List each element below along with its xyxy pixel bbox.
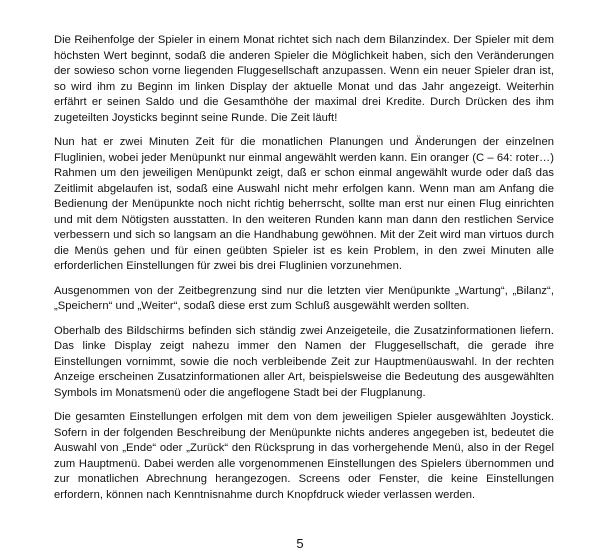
paragraph-time-limit: Nun hat er zwei Minuten Zeit für die monatlichen Planungen und Änderungen der einzelnen Fluglinien, wobei jeder Menüpunkt nur einmal angewählt werden kann. Ein oranger (C – 64: roter…) Rahmen um den jeweiligen Menüpunkt zeigt, daß er schon einmal angewählt wurde oder daß das Zeitlimit abgelaufen ist, sodaß eine Auswahl nicht mehr erfolgen kann. Wenn man am Anfang die Bedienung der Menüpunkte noch nicht richtig beherrscht, sollte man erst nur einen Flug einrichten und mit dem Nötigsten ausstatten. In den weiteren Runden kann man dann den restlichen Service verbessern und sich so langsam an die Handhabung gewöhnen. Mit der Zeit wird man virtuos durch die Menüs gehen und für einen geübten Spieler ist es kein Problem, in den zwei Minuten alle erforderlichen Einstellungen für zwei bis drei Fluglinien vorzunehmen. (54, 136, 554, 272)
paragraph-displays: Oberhalb des Bildschirms befinden sich ständig zwei Anzeigeteile, die Zusatzinformationen liefern. Das linke Display zeigt nahezu immer den Namen der Fluggesellschaft, die gerade ihre Einstellungen vornimmt, sowie die noch verbleibende Zeit zur Hauptmenüauswahl. In der rechten Anzeige erscheinen Zusatzinformationen aller Art, beispielsweise die Bedeutung des ausgewählten Symbols im Monatsmenü oder die angeflogene Stadt bei der Flugplanung. (54, 324, 554, 399)
paragraph-player-order: Die Reihenfolge der Spieler in einem Monat richtet sich nach dem Bilanzindex. Der Spieler mit dem höchsten Wert beginnt, sodaß die anderen Spieler die Möglichkeit haben, sich den Veränderungen der sowieso schon vorne liegenden Fluggesellschaft anzupassen. Wenn ein neuer Spieler dran ist, so wird ihm zu Beginn im linken Display der aktuelle Monat und das Jahr angezeigt. Weiterhin erfährt er seinen Saldo und die Gesamthöhe der maximal drei Kredite. Durch Drücken des ihm zugeteilten Joysticks beginnt seine Runde. Die Zeit läuft! (54, 34, 554, 124)
body-text (54, 33, 554, 512)
paragraph-joystick-settings: Die gesamten Einstellungen erfolgen mit dem von dem jeweiligen Spieler ausgewählten Joystick. Sofern in der folgenden Beschreibung der Menüpunkte nichts anderes angegeben ist, bedeutet die Auswahl von „Ende“ oder „Zurück“ den Rücksprung in das vorhergehende Menü, also in der Regel zum Hauptmenü. Dabei werden alle vorgenommenen Einstellungen des Spielers übernommen und zur monatlichen Abrechnung herangezogen. Screens oder Fenster, die keine Einstellungen erfordern, können nach Kenntnisnahme durch Knopfdruck wieder verlassen werden. (54, 411, 554, 501)
page-number: 5 (296, 536, 304, 551)
paragraph-exempt-menu-items: Ausgenommen von der Zeitbegrenzung sind nur die letzten vier Menüpunkte „Wartung“, „Bilanz“, „Speichern“ und „Weiter“, sodaß diese erst zum Schluß ausgewählt werden sollten. (54, 284, 554, 312)
